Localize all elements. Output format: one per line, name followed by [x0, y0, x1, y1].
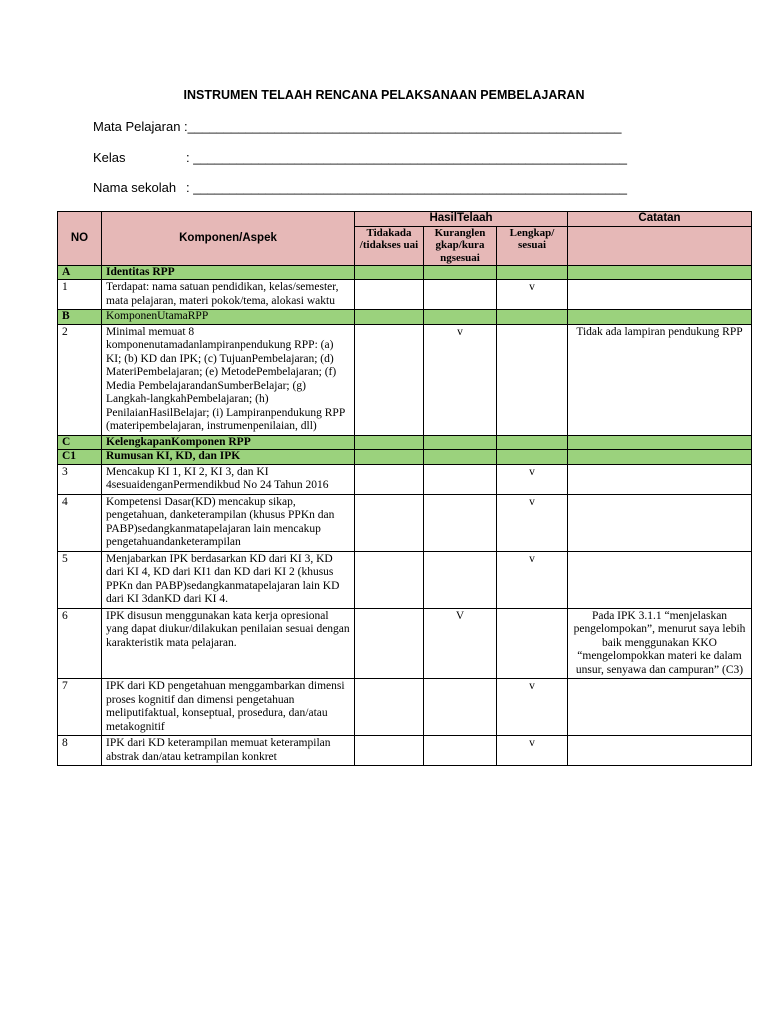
row-lengkap: v: [497, 551, 568, 608]
header-tidak-ada: Tidakada /tidakses uai: [355, 226, 424, 265]
table-row-section: [58, 450, 752, 465]
table-row: [58, 324, 752, 435]
header-hasil-telaah: HasilTelaah: [355, 212, 568, 227]
row-kurang: [424, 280, 497, 310]
row-komponen: Minimal memuat 8 komponenutamadanlampiranpendukung RPP: (a) KI; (b) KD dan IPK; (c) TujuanPembelajaran; (d) MateriPembelajaran; (e) MetodePembelajaran; (f) Media PembelajarandanSumberBelajar; (g) Langkah-langkahPembelajaran; (h) PenilaianHasilBelajar; (i) Lampiranpendukung RPP (materipembelajaran, instrumenpenilaian, dll): [102, 324, 355, 435]
table-row: [58, 608, 752, 679]
row-komponen: Identitas RPP: [102, 265, 355, 280]
table-row: [58, 736, 752, 766]
row-komponen: KelengkapanKomponen RPP: [102, 435, 355, 450]
row-komponen: IPK dari KD keterampilan memuat keterampilan abstrak dan/atau ketrampilan konkret: [102, 736, 355, 766]
row-catatan: [568, 736, 752, 766]
field-nama-sekolah: [93, 180, 628, 195]
row-no: 3: [58, 464, 102, 494]
row-kurang: V: [424, 608, 497, 679]
field-line: ____________________________________________________________: [187, 119, 622, 134]
header-no: NO: [58, 212, 102, 266]
row-no: B: [58, 310, 102, 325]
header-catatan-blank: [568, 226, 752, 265]
row-kurang: [424, 464, 497, 494]
row-catatan: Tidak ada lampiran pendukung RPP: [568, 324, 752, 435]
row-tidak: [355, 324, 424, 435]
table-row: [58, 494, 752, 551]
header-komponen: Komponen/Aspek: [102, 212, 355, 266]
row-kurang: [424, 551, 497, 608]
row-komponen: KomponenUtamaRPP: [102, 310, 355, 325]
row-kurang: [424, 494, 497, 551]
row-no: 5: [58, 551, 102, 608]
table-row-section: [58, 310, 752, 325]
row-catatan: [568, 280, 752, 310]
row-catatan: [568, 494, 752, 551]
row-tidak: [355, 280, 424, 310]
header-lengkap: Lengkap/ sesuai: [497, 226, 568, 265]
row-komponen: Kompetensi Dasar(KD) mencakup sikap, pengetahuan, danketerampilan (khusus PPKn dan PABP)sedangkanmatapelajaran lain mencakup pengetahuandanketerampilan: [102, 494, 355, 551]
row-no: C1: [58, 450, 102, 465]
row-no: A: [58, 265, 102, 280]
row-komponen: Mencakup KI 1, KI 2, KI 3, dan KI 4sesuaidenganPermendikbud No 24 Tahun 2016: [102, 464, 355, 494]
field-label: Kelas: [93, 150, 126, 165]
row-catatan: [568, 551, 752, 608]
table-row: [58, 679, 752, 736]
row-tidak: [355, 494, 424, 551]
row-tidak: [355, 464, 424, 494]
row-kurang: [424, 679, 497, 736]
document-title: INSTRUMEN TELAAH RENCANA PELAKSANAAN PEMBELAJARAN: [183, 88, 585, 102]
telaah-table: [57, 211, 752, 766]
field-line: : ____________________________________________________________: [186, 180, 628, 195]
row-komponen: Rumusan KI, KD, dan IPK: [102, 450, 355, 465]
row-catatan: Pada IPK 3.1.1 “menjelaskan pengelompokan”, menurut saya lebih baik menggunakan KKO “mengelompokkan materi ke dalam unsur, senyawa dan campuran” (C3): [568, 608, 752, 679]
table-row: [58, 464, 752, 494]
row-komponen: IPK disusun menggunakan kata kerja opresional yang dapat diukur/dilakukan penilaian sesuai dengan karakteristik mata pelajaran.: [102, 608, 355, 679]
field-label: Mata Pelajaran :: [93, 119, 188, 134]
row-no: 4: [58, 494, 102, 551]
row-tidak: [355, 736, 424, 766]
table-row-section: [58, 435, 752, 450]
row-komponen: Terdapat: nama satuan pendidikan, kelas/semester, mata pelajaran, materi pokok/tema, alokasi waktu: [102, 280, 355, 310]
field-kelas: [93, 150, 628, 165]
field-line: : ____________________________________________________________: [186, 150, 628, 165]
table-row: [58, 551, 752, 608]
row-lengkap: v: [497, 494, 568, 551]
row-tidak: [355, 551, 424, 608]
row-lengkap: v: [497, 280, 568, 310]
row-no: 7: [58, 679, 102, 736]
field-label: Nama sekolah: [93, 180, 177, 195]
header-catatan: Catatan: [568, 212, 752, 227]
row-no: 2: [58, 324, 102, 435]
table-row-section: [58, 265, 752, 280]
row-catatan: [568, 464, 752, 494]
row-komponen: IPK dari KD pengetahuan menggambarkan dimensi proses kognitif dan dimensi pengetahuan meliputifaktual, konseptual, prosedura, dan/atau metakognitif: [102, 679, 355, 736]
table-row: [58, 280, 752, 310]
row-no: 8: [58, 736, 102, 766]
row-lengkap: v: [497, 464, 568, 494]
row-kurang: v: [424, 324, 497, 435]
row-lengkap: [497, 608, 568, 679]
row-tidak: [355, 679, 424, 736]
row-komponen: Menjabarkan IPK berdasarkan KD dari KI 3, KD dari KI 4, KD dari KI1 dan KD dari KI 2 (khusus PPKn dan PABP)sedangkanmatapelajaran lain KD dari KI 3danKD dari KI 4.: [102, 551, 355, 608]
row-no: 1: [58, 280, 102, 310]
row-no: 6: [58, 608, 102, 679]
row-kurang: [424, 736, 497, 766]
row-tidak: [355, 608, 424, 679]
row-lengkap: v: [497, 736, 568, 766]
header-kurang-lengkap: Kuranglen gkap/kura ngsesuai: [424, 226, 497, 265]
row-catatan: [568, 679, 752, 736]
row-lengkap: v: [497, 679, 568, 736]
row-lengkap: [497, 324, 568, 435]
row-no: C: [58, 435, 102, 450]
field-mata-pelajaran: [93, 119, 621, 134]
